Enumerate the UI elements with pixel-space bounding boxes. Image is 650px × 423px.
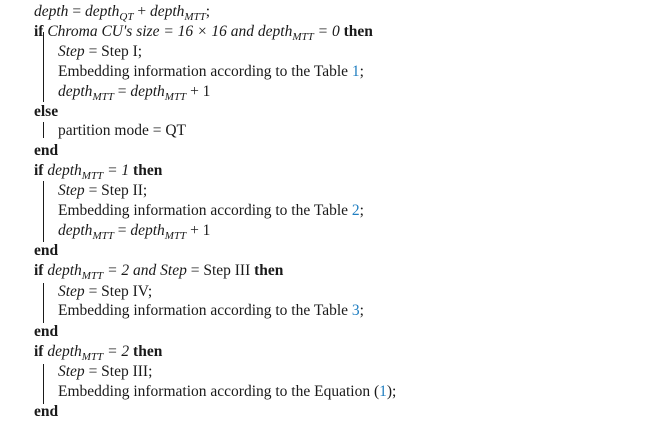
algo-line-2: if Chroma CU's size = 16 × 16 and depth$_{MTT}$ = 0 then	[34, 23, 373, 43]
algo-line-15: Step = Step IV;	[58, 283, 153, 300]
algo-line-21: end	[34, 403, 59, 420]
algo-line-20: Embedding information according to the Equation (1);	[58, 383, 397, 400]
algo-line-5: depth$_{MTT}$ = depth$_{MTT}$ + 1	[58, 83, 211, 103]
algo-line-6: else	[34, 103, 59, 120]
algo-line-19: Step = Step III;	[58, 363, 153, 380]
algo-line-10: Step = Step II;	[58, 182, 148, 199]
algo-line-17: end	[34, 323, 59, 340]
algo-line-4: Embedding information according to the Table 1;	[58, 63, 364, 80]
algo-line-8: end	[34, 142, 59, 159]
algo-line-16: Embedding information according to the Table 3;	[58, 302, 364, 319]
algo-line-9: if depth$_{MTT}$ = 1 then	[34, 162, 163, 182]
algo-line-18: if depth$_{MTT}$ = 2 then	[34, 343, 163, 363]
scope-bar-if1	[43, 32, 44, 102]
scope-bar-if4	[43, 364, 44, 404]
algo-line-7: partition mode = QT	[58, 122, 186, 139]
algo-line-11: Embedding information according to the Table 2;	[58, 202, 364, 219]
table-ref-link[interactable]: 3	[351, 302, 360, 319]
equation-ref-link[interactable]: 1	[379, 383, 387, 400]
algo-line-1: depth = depth$_{QT}$ + depth$_{MTT}$;	[34, 3, 211, 23]
algo-line-14: if depth$_{MTT}$ = 2 and Step = Step III then	[34, 262, 284, 282]
algo-line-3: Step = Step I;	[58, 43, 143, 60]
scope-bar-else	[43, 122, 44, 138]
scope-bar-if3	[43, 283, 44, 323]
scope-bar-if2	[43, 181, 44, 242]
table-ref-link[interactable]: 1	[351, 63, 360, 80]
table-ref-link[interactable]: 2	[351, 202, 360, 219]
algo-line-12: depth$_{MTT}$ = depth$_{MTT}$ + 1	[58, 222, 211, 242]
algo-line-13: end	[34, 242, 59, 259]
